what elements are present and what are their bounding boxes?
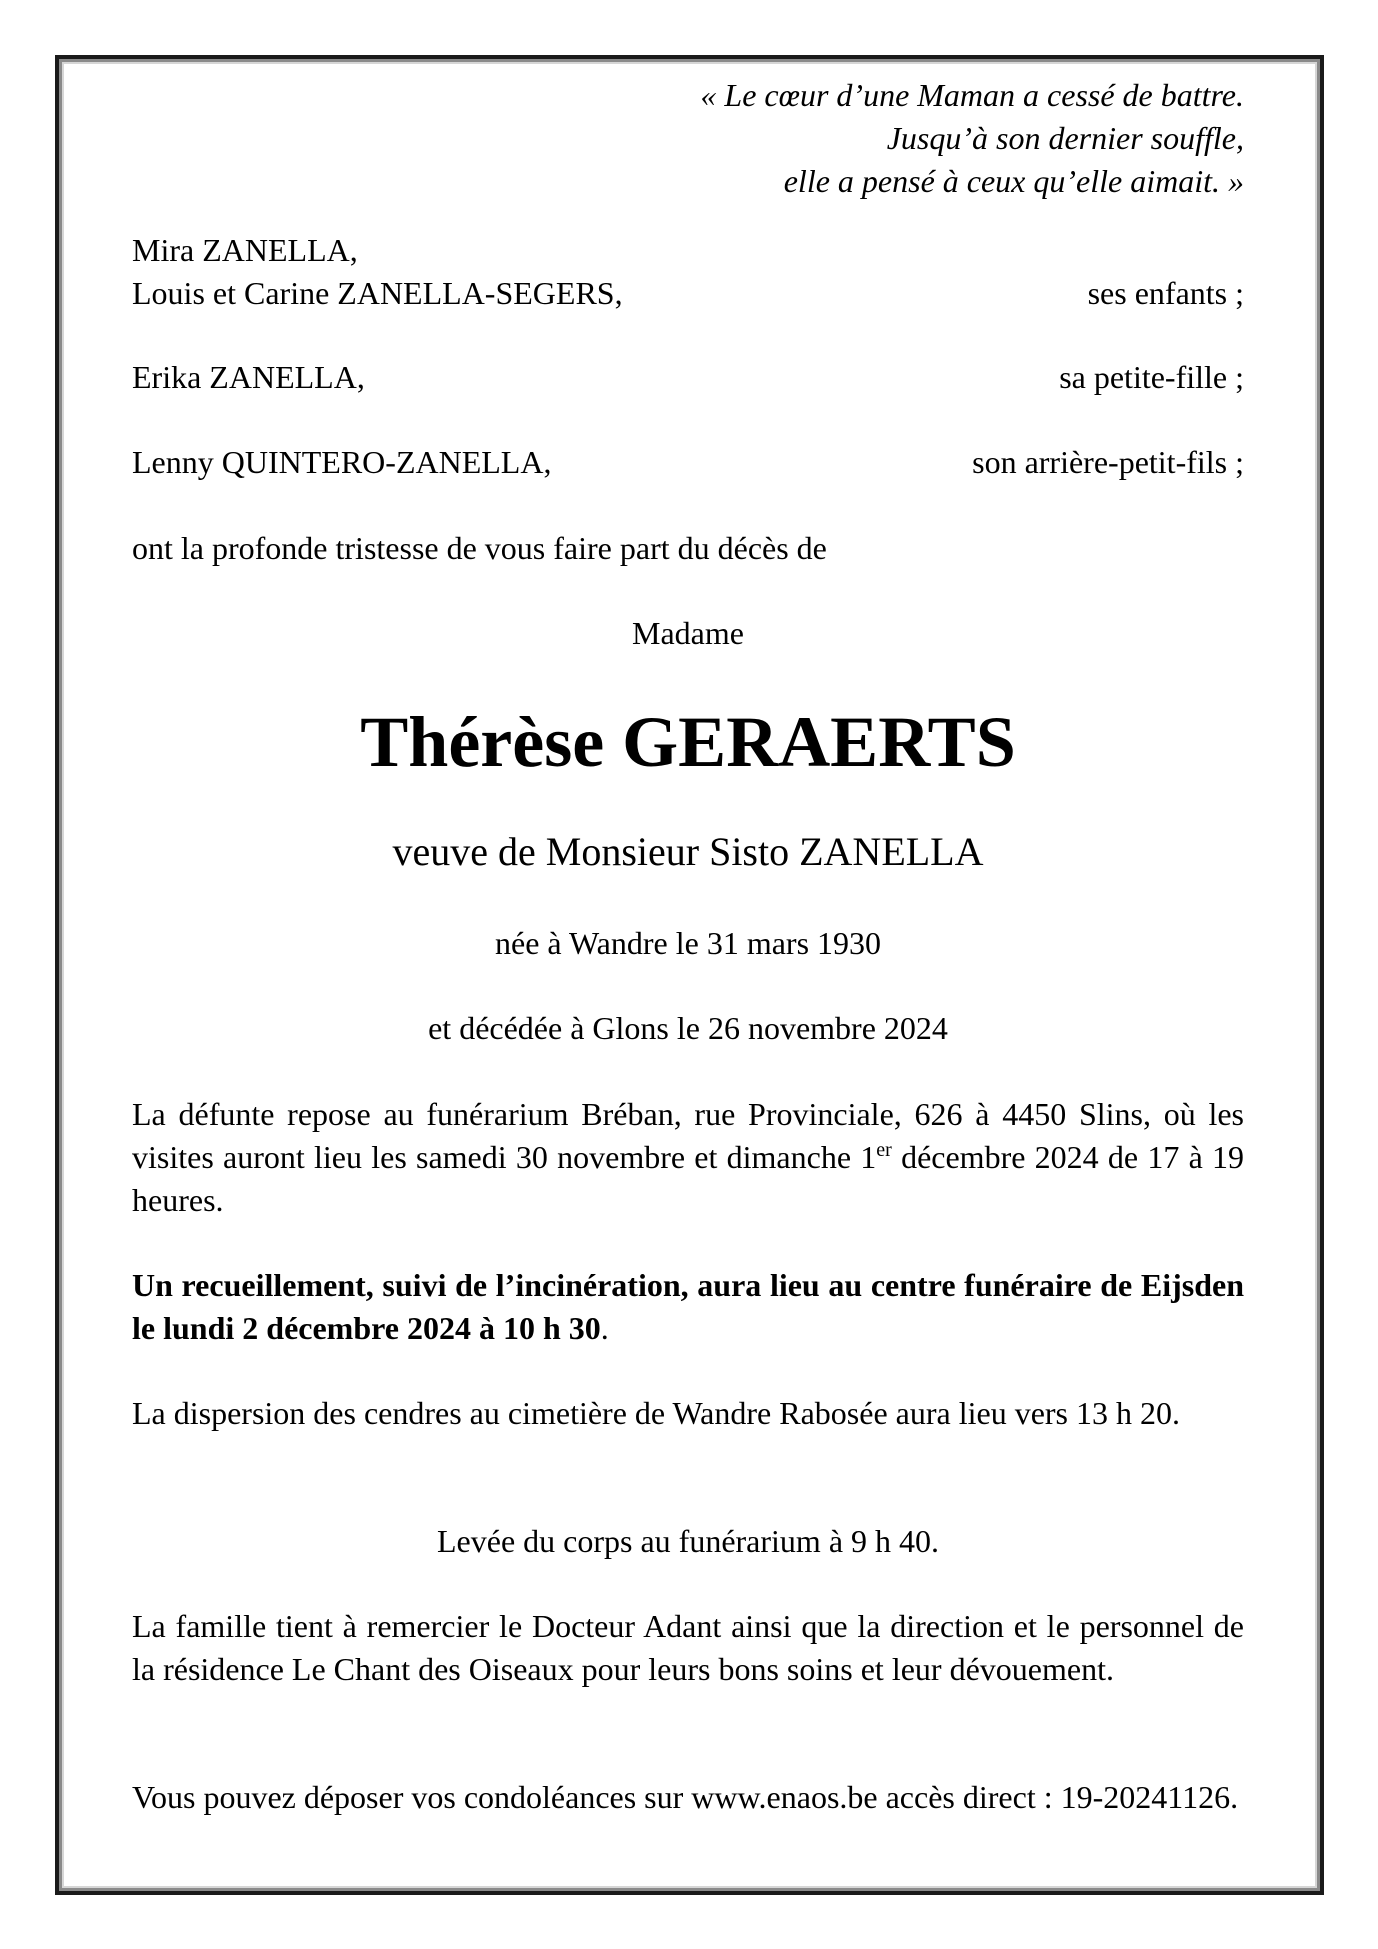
family-great-grandson (132, 441, 1244, 484)
rest-text: La défunte repose au funérarium Bréban, rue Provinciale, 626 à 4450 Slins, où les visites auront lieu les samedi 30 novembre et dimanche 1 (132, 1096, 1244, 1175)
relation-label: ses enfants ; (1087, 275, 1244, 311)
dispersion-paragraph: La dispersion des cendres au cimetière de Wandre Rabosée aura lieu vers 13 h 20. (132, 1395, 1180, 1431)
rest-paragraph (132, 1093, 1244, 1222)
great-grandson-name: Lenny QUINTERO-ZANELLA, (132, 444, 552, 480)
granddaughter-name: Erika ZANELLA, (132, 359, 365, 395)
ceremony-text: Un recueillement, suivi de l’incinération, aura lieu au centre funéraire de Eijsden le lundi 2 décembre 2024 à 10 h 30 (132, 1267, 1244, 1346)
ordinal-suffix: er (876, 1139, 892, 1161)
thanks-paragraph: La famille tient à remercier le Docteur Adant ainsi que la direction et le personnel de la résidence Le Chant des Oiseaux pour leurs bons soins et leur dévouement. (132, 1608, 1244, 1687)
birth-info: née à Wandre le 31 mars 1930 (494, 925, 882, 961)
widow-of: veuve de Monsieur Sisto ZANELLA (392, 829, 984, 874)
levee-info: Levée du corps au funérarium à 9 h 40. (436, 1523, 940, 1559)
ceremony-paragraph (132, 1264, 1244, 1350)
quote-line: « Le cœur d’une Maman a cessé de battre. (700, 77, 1244, 113)
child-name: Louis et Carine ZANELLA-SEGERS, (132, 275, 623, 311)
quote-line: elle a pensé à ceux qu’elle aimait. » (783, 163, 1244, 199)
quote-line: Jusqu’à son dernier souffle, (886, 120, 1244, 156)
honorific: Madame (632, 615, 744, 651)
death-info: et décédée à Glons le 26 novembre 2024 (428, 1010, 948, 1046)
family-granddaughter (132, 356, 1244, 399)
child-name: Mira ZANELLA, (132, 232, 358, 268)
family-children (132, 229, 1244, 315)
relation-label: son arrière-petit-fils ; (972, 444, 1244, 480)
relation-label: sa petite-fille ; (1059, 359, 1244, 395)
rest-text-end: décembre 2024 de 17 à 19 heures. (132, 1139, 1245, 1218)
ceremony-period: . (600, 1310, 609, 1346)
opening-quote (132, 74, 1244, 203)
deceased-name: Thérèse GERAERTS (360, 702, 1016, 782)
condolences-paragraph: Vous pouvez déposer vos condoléances sur www.enaos.be accès direct : 19-20241126. (132, 1779, 1239, 1815)
announcement-text: ont la profonde tristesse de vous faire part du décès de (132, 530, 827, 566)
